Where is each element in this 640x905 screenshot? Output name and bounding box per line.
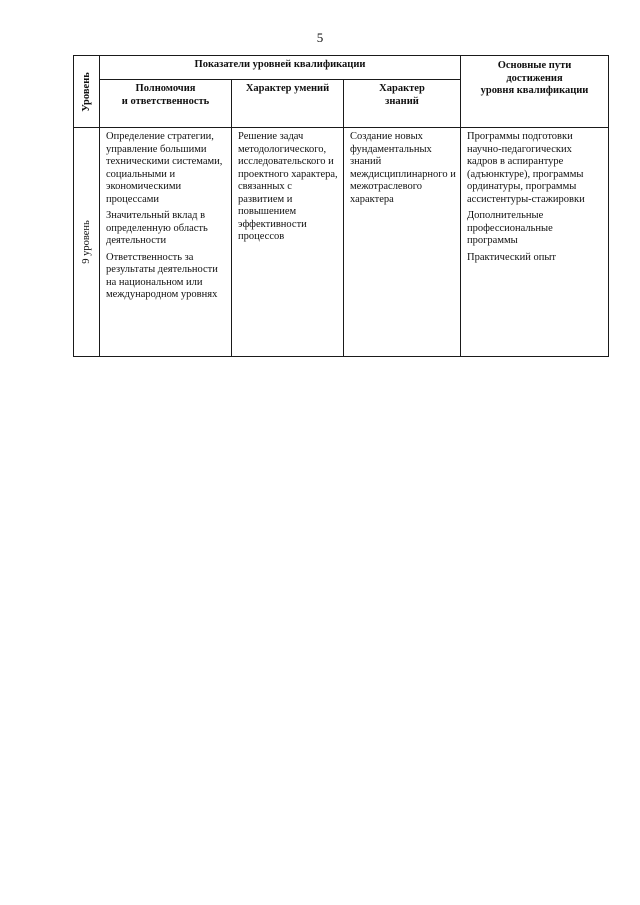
paths-item: Дополнительные профессиональные программы xyxy=(467,210,553,246)
header-level xyxy=(74,56,100,128)
authority-item: Значительный вклад в определенную область деятельности xyxy=(106,210,208,246)
paths-cell xyxy=(461,128,609,357)
knowledge-cell xyxy=(344,128,461,357)
qualification-table xyxy=(73,55,609,357)
header-authority-line: и ответственность xyxy=(121,95,210,107)
authority-cell xyxy=(100,128,232,357)
level-cell xyxy=(74,128,100,357)
header-paths xyxy=(461,56,609,128)
header-indicators-group: Показатели уровней квалификации xyxy=(100,56,461,80)
authority-item: Определение стратегии, управление большими техническими системами, социальными и экономическими процессами xyxy=(106,131,223,205)
header-knowledge xyxy=(344,80,461,128)
knowledge-text: Создание новых фундаментальных знаний междисциплинарного и межотраслевого характера xyxy=(350,131,456,205)
header-level-label: Уровень xyxy=(80,71,92,112)
skills-cell xyxy=(232,128,344,357)
paths-item: Практический опыт xyxy=(467,251,557,263)
header-paths-line: достижения xyxy=(506,72,563,84)
skills-text: Решение задач методологического, исследовательского и проектного характера, связанных с развитием и повышением эффективности процессов xyxy=(238,131,338,242)
table-row xyxy=(74,128,609,357)
header-paths-line: Основные пути xyxy=(497,60,572,71)
header-authority-line: Полномочия xyxy=(135,83,196,94)
authority-item: Ответственность за результаты деятельности на национальном или международном уровнях xyxy=(106,251,218,300)
header-authority xyxy=(100,80,232,128)
header-paths-line: уровня квалификации xyxy=(480,85,589,96)
header-knowledge-line: Характер xyxy=(379,83,425,94)
level-label: 9 уровень xyxy=(80,220,92,264)
page-number: 5 xyxy=(316,30,324,45)
header-knowledge-line: знаний xyxy=(385,95,419,107)
header-skills: Характер умений xyxy=(232,80,344,128)
paths-item: Программы подготовки научно-педагогических кадров в аспирантуре (адъюнктуре), программы ординатуры, программы ассистентуры-стажировки xyxy=(467,131,585,205)
